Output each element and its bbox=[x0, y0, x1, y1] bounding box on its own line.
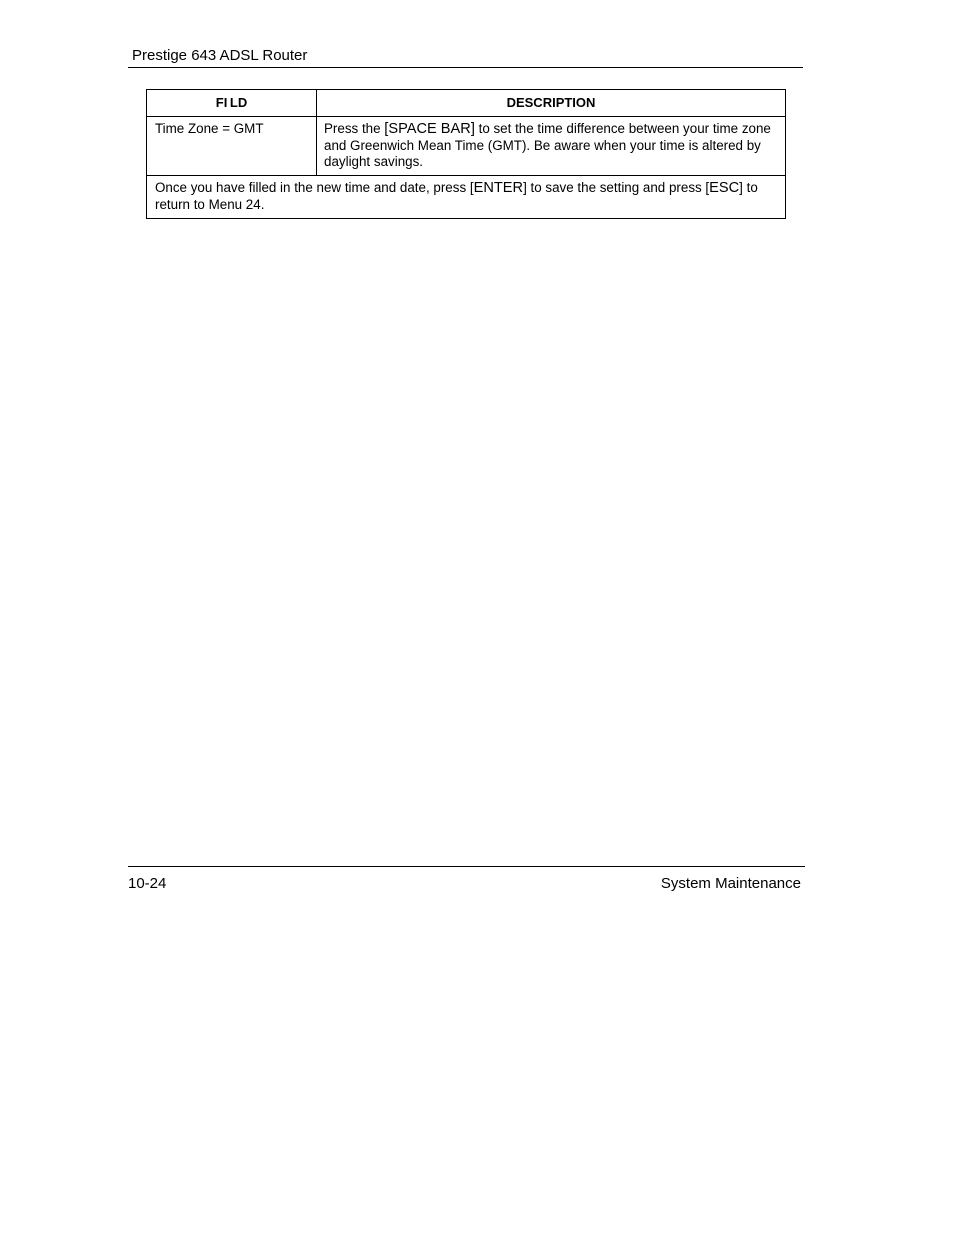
key-name-esc: ESC bbox=[709, 180, 740, 196]
column-header-field: FI LD bbox=[147, 90, 317, 117]
header-rule bbox=[128, 67, 803, 68]
key-name-enter: ENTER bbox=[473, 180, 524, 196]
note-cell bbox=[147, 176, 786, 219]
description-rest: to set the time difference between your time zone and Greenwich Mean Time (GMT). Be aware when your time is altered by daylight savings. bbox=[324, 121, 771, 169]
running-header-title: Prestige 643 ADSL Router bbox=[132, 47, 308, 64]
description-prefix: Press the bbox=[324, 121, 385, 136]
footer-rule bbox=[128, 866, 805, 867]
field-description-table bbox=[146, 89, 786, 219]
footer-page-number: 10-24 bbox=[128, 875, 167, 892]
table-row bbox=[147, 117, 786, 176]
footer-section-title: System Maintenance bbox=[660, 875, 801, 892]
key-name-space-bar: SPACE BAR bbox=[388, 121, 471, 137]
note-part-3: ] to return to Menu 24. bbox=[155, 180, 758, 212]
description-cell bbox=[317, 117, 786, 176]
note-part-2: ] to save the setting and press [ bbox=[523, 180, 710, 195]
table-header-row bbox=[147, 90, 786, 117]
field-cell: Time Zone = GMT bbox=[147, 117, 317, 176]
note-part-1: Once you have filled in the new time and date, press [ bbox=[155, 180, 474, 195]
column-header-description: DESCRIPTION bbox=[317, 90, 786, 117]
key-bracket-close: ] bbox=[470, 121, 475, 137]
table-note-row bbox=[147, 176, 786, 219]
key-bracket-open: [ bbox=[384, 121, 389, 137]
